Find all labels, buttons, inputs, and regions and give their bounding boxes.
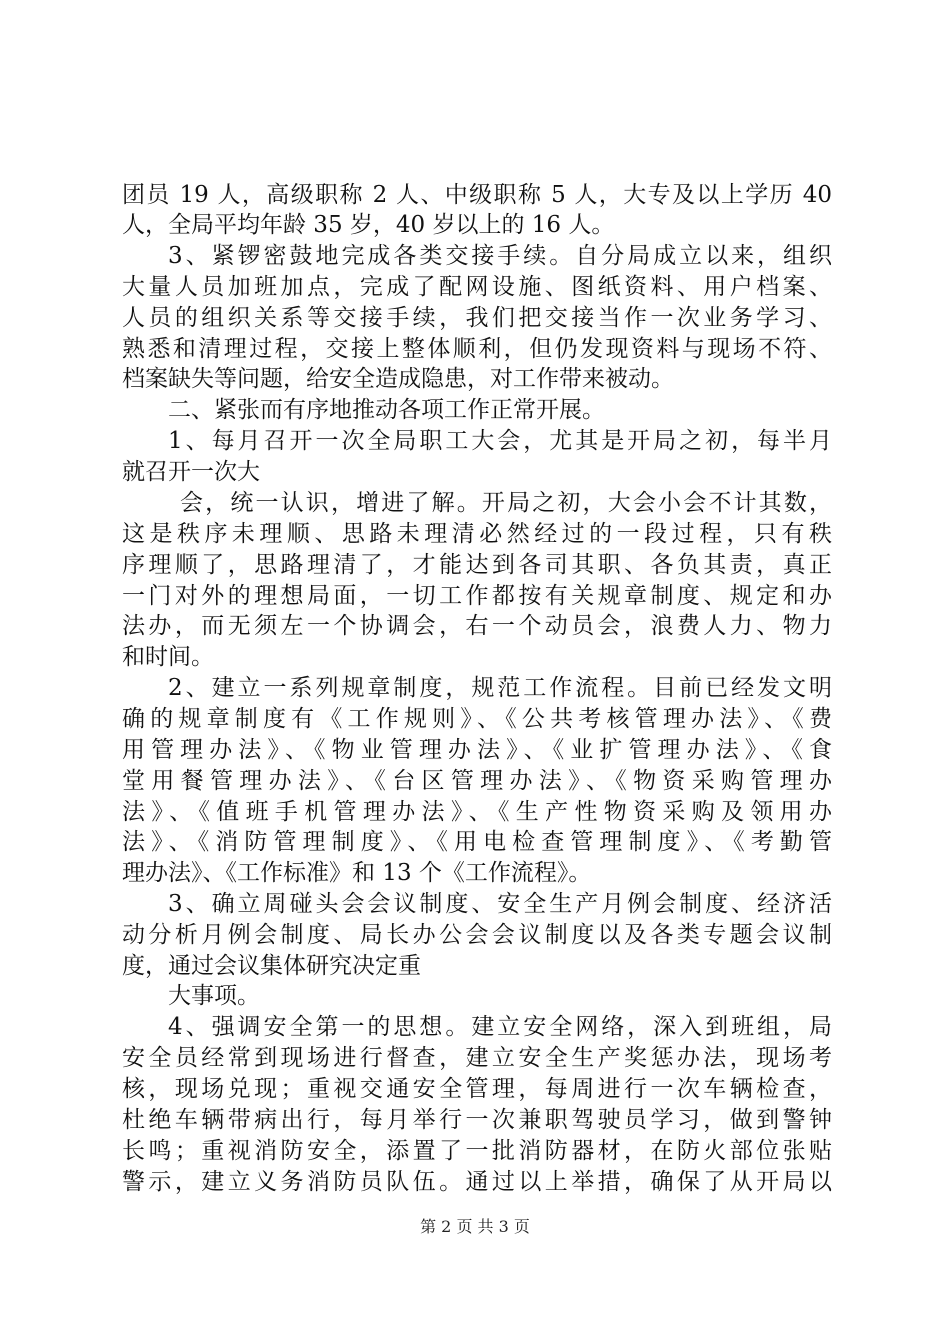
- text-line: 序理顺了，思路理清了，才能达到各司其职、各负其责，真正: [122, 552, 832, 578]
- text-line: 用管理办法》、《物业管理办法》、《业扩管理办法》、《食: [122, 737, 832, 763]
- text-line: 大量人员加班加点，完成了配网设施、图纸资料、用户档案、: [122, 274, 832, 300]
- text-line: 堂用餐管理办法》、《台区管理办法》、《物资采购管理办: [122, 768, 832, 794]
- text-line: 4、强调安全第一的思想。建立安全网络，深入到班组，局: [168, 1014, 832, 1040]
- text-line: 一门对外的理想局面，一切工作都按有关规章制度、规定和办: [122, 583, 832, 609]
- text-line: 3、紧锣密鼓地完成各类交接手续。自分局成立以来，组织: [168, 243, 832, 269]
- text-line: 档案缺失等问题，给安全造成隐患，对工作带来被动。: [122, 366, 674, 392]
- text-line: 人员的组织关系等交接手续，我们把交接当作一次业务学习、: [122, 305, 832, 331]
- text-line: 会，统一认识，增进了解。开局之初，大会小会不计其数，: [180, 490, 832, 516]
- text-line: 2、建立一系列规章制度，规范工作流程。目前已经发文明: [168, 675, 832, 701]
- text-line: 人，全局平均年龄 35 岁，40 岁以上的 16 人。: [122, 212, 615, 238]
- text-line: 法》、《消防管理制度》、《用电检查管理制度》、《考勤管: [122, 829, 832, 855]
- text-line: 核，现场兑现；重视交通安全管理，每周进行一次车辆检查，: [122, 1076, 832, 1102]
- text-line: 1、每月召开一次全局职工大会，尤其是开局之初，每半月: [168, 428, 832, 454]
- text-line: 杜绝车辆带病出行，每月举行一次兼职驾驶员学习，做到警钟: [122, 1107, 832, 1133]
- text-line: 确的规章制度有《工作规则》、《公共考核管理办法》、《费: [122, 706, 832, 732]
- text-line: 和时间。: [122, 644, 214, 670]
- text-line: 理办法》、《工作标准》和 13 个《工作流程》。: [122, 860, 592, 886]
- page-footer: 第 2 页 共 3 页: [420, 1217, 530, 1236]
- text-line: 法》、《值班手机管理办法》、《生产性物资采购及领用办: [122, 799, 832, 825]
- text-line: 熟悉和清理过程，交接上整体顺利，但仍发现资料与现场不符、: [122, 336, 832, 362]
- text-line: 大事项。: [168, 983, 260, 1009]
- text-line: 法办，而无须左一个协调会，右一个动员会，浪费人力、物力: [122, 613, 832, 639]
- text-line: 长鸣；重视消防安全，添置了一批消防器材，在防火部位张贴: [122, 1138, 832, 1164]
- text-line: 警示，建立义务消防员队伍。通过以上举措，确保了从开局以: [122, 1169, 832, 1195]
- text-line: 二、紧张而有序地推动各项工作正常开展。: [168, 397, 605, 423]
- text-line: 就召开一次大: [122, 459, 260, 485]
- text-line: 团员 19 人，高级职称 2 人、中级职称 5 人，大专及以上学历 40: [122, 182, 832, 208]
- text-line: 这是秩序未理顺、思路未理清必然经过的一段过程，只有秩: [122, 521, 832, 547]
- text-line: 度，通过会议集体研究决定重: [122, 953, 421, 979]
- text-line: 动分析月例会制度、局长办公会会议制度以及各类专题会议制: [122, 922, 832, 948]
- text-line: 3、确立周碰头会会议制度、安全生产月例会制度、经济活: [168, 891, 832, 917]
- text-line: 安全员经常到现场进行督查，建立安全生产奖惩办法，现场考: [122, 1045, 832, 1071]
